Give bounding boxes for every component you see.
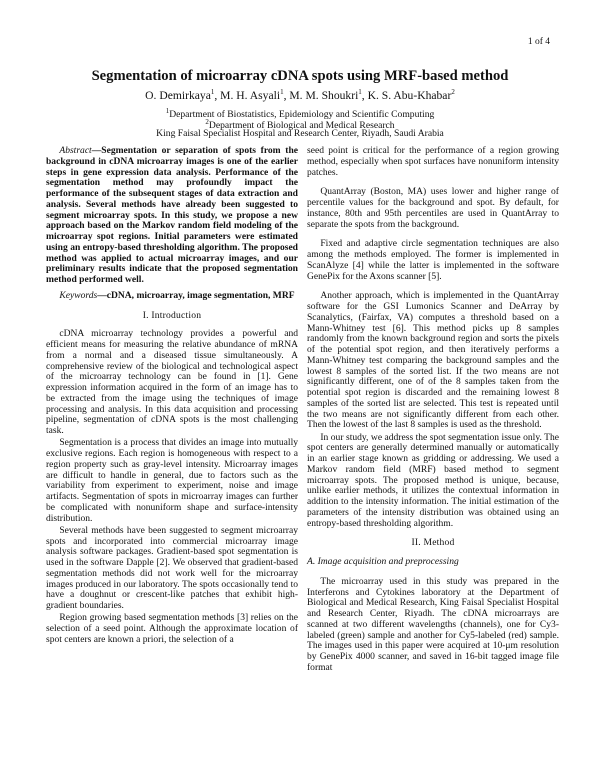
page-number: 1 of 4 [527, 37, 550, 47]
right-paragraph-1: seed point is critical for the performance of a region growing method, especially when spot surfaces have nonuniform intensity patches. [307, 145, 559, 178]
keywords [46, 291, 298, 302]
paper-title: Segmentation of microarray cDNA spots using MRF-based method [91, 68, 509, 84]
author-list: O. Demirkaya$^1$, M. H. Asyali$^1$, M. M. Shoukri$^1$, K. S. Abu-Khabar$^2$ [145, 88, 455, 102]
author-3: M. M. Shoukri [289, 88, 359, 102]
keywords-label: Keywords [59, 289, 98, 301]
abstract-text: Segmentation or separation of spots from the background in cDNA microarray images is one of the earlier steps in gene expression data analysis. Performance of the segmentation method may profoundly impact the performance of the subsequent stages of data extraction and analysis. Several methods have already been suggested to segment microarray spots. In this study, we propose a new approach based on the Markov random field modeling of the microarray spot regions. Initial parameters were estimated using an entropy-based thresholding algorithm. The proposed method was applied to actual microarray images, and our preliminary results indicate that the proposed segmentation method performed well. [46, 145, 298, 285]
method-paragraph-1: The microarray used in this study was prepared in the Interferons and Cytokines laboratory at the Department of Biological and Medical Research, King Faisal Specialist Hospital and Research Center, Riyadh. The cDNA microarrays are scanned at two different wavelengths (channels), one for Cy3-labeled (green) sample and another for Cy5-labeled (red) sample. The images used in this paper were acquired at 10-μm resolution by GenePix 4000 scanner, and saved in 16-bit tagged image file format [307, 575, 559, 673]
intro-paragraph-2: Segmentation is a process that divides an image into mutually exclusive regions. Each region is homogeneous with respect to a region property such as gray-level intensity. Microarray images are difficult to handle in general, due to factors such as the variability from experiment to experiment, noise and image artifacts. Segmentation of spots in microarray images can further be complicated with nonuniform shape and surface-intensity distribution. [46, 437, 298, 524]
affiliation-1-text: Department of Biostatistics, Epidemiology and Scientific Computing [169, 109, 435, 121]
section-heading-introduction: I. Introduction [142, 309, 202, 321]
right-column [307, 146, 559, 674]
keywords-text: —cDNA, microarray, image segmentation, MRF [97, 289, 295, 301]
section-heading-method: II. Method [411, 537, 455, 549]
author-4: K. S. Abu-Khabar [367, 88, 452, 102]
intro-paragraph-3: Several methods have been suggested to segment microarray spots and incorporated into commercial microarray image analysis software packages. Gradient-based spot segmentation is used in the software Dapple [2]. We observed that gradient-based segmentation methods did not work well for the microarray images produced in our laboratory. The spots occasionally tend to have a doughnut or crescent-like patches that exhibit high-gradient boundaries. [46, 524, 298, 611]
affiliation-2-text: Department of Biological and Medical Research [208, 120, 395, 132]
author-1-sup: 1 [210, 88, 215, 96]
right-paragraph-4: Another approach, which is implemented in the QuantArray software for the GSI Lumonics Scanner and DeArray by Scanalytics, (Fairfax, VA) computes a threshold based on a Mann-Whitney test [6]. This method picks up 8 samples randomly from the known background region and sorts the pixels of the potential spot region, and then iteratively performs a Mann-Whitney test comparing the background samples and the lowest 8 samples of the sorted list. If the two means are not significantly different, one of of the 8 samples taken from the potential spot region is discarded and the remaining lowest 8 samples of the sorted list are selected. This test is repeated until the two means are not significantly different from each other. Then the lowest of the last 8 samples is used as the threshold. [307, 290, 559, 431]
intro-paragraph-1: cDNA microarray technology provides a powerful and efficient means for measuring the relative abundance of mRNA from a normal and a diseased tissue simultaneously. A comprehensive review of the biological and technological aspect of the microarray technology can be found in [1]. Gene expression information acquired in the form of an image has to be extracted from the image using the techniques of image processing and analysis. In this data acquisition and processing pipeline, segmentation of cDNA spots is the most challenging task. [46, 328, 298, 436]
author-1: O. Demirkaya [145, 88, 211, 102]
right-paragraph-3: Fixed and adaptive circle segmentation techniques are also among the methods employed. The former is implemented in ScanAlyze [4] while the latter is implemented in the software GenePix for the Axons scanner [5]. [307, 238, 559, 282]
author-2: M. H. Asyali [220, 88, 281, 102]
intro-paragraph-4: Region growing based segmentation methods [3] relies on the selection of a seed point. Although the approximate location of spot centers are known a priori, the selection of a [46, 612, 298, 645]
right-paragraph-2: QuantArray (Boston, MA) uses lower and higher range of percentile values for the background and spot. By default, for instance, 80th and 95th percentiles are used in QuantArray to separate the spots from the background. [307, 186, 559, 230]
author-3-sup: 1 [358, 88, 362, 96]
author-2-sup: 1 [280, 88, 284, 96]
affiliation-1-sup: 1 [165, 107, 170, 115]
author-4-sup: 2 [451, 88, 455, 96]
affiliation-2-sup: 2 [205, 118, 209, 126]
right-paragraph-5: In our study, we address the spot segmentation issue only. The spot centers are generally determined manually or automatically in an earlier stage known as gridding or addressing. We used a Markov random field (MRF) based method to segment microarray spots. The proposed method is unique, because, unlike earlier methods, it utilizes the contextual information in addition to the intensity information. The initial estimation of the parameters of the intensity distribution was obtained using an entropy-based thresholding algorithm. [307, 431, 559, 529]
left-column [46, 146, 298, 646]
affiliation-3: King Faisal Specialist Hospital and Research Center, Riyadh, Saudi Arabia [156, 128, 444, 139]
abstract-label: Abstract [59, 145, 92, 156]
abstract [46, 146, 298, 286]
abstract-dash: — [91, 145, 102, 156]
subsection-heading-image-acquisition: A. Image acquisition and preprocessing [307, 556, 459, 567]
